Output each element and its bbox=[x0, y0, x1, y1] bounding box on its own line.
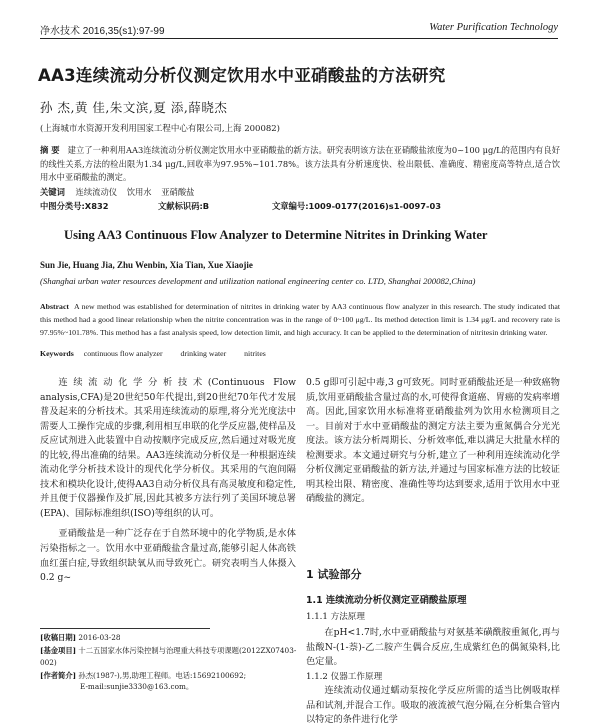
section-heading-1-1-2: 1.1.2 仪器工作原理 bbox=[306, 672, 383, 682]
header-rule bbox=[40, 38, 558, 39]
abstract-en-label: Abstract bbox=[40, 302, 70, 311]
body-paragraph: 亚硝酸盐是一种广泛存在于自然环境中的化学物质,是水体污染指标之一。饮用水中亚硝酸盐含量过高,能够引起人体高铁血红蛋白症,导致组织缺氧从而导致死亡。研究表明当人体摄入0.2 g~ bbox=[40, 528, 296, 584]
keywords-en-label: Keywords bbox=[40, 349, 74, 358]
article-number: 文章编号:1009-0177(2016)s1-0097-03 bbox=[272, 201, 442, 211]
keywords-cn bbox=[40, 186, 201, 198]
paper-title-en: Using AA3 Continuous Flow Analyzer to Determine Nitrites in Drinking Water bbox=[64, 228, 488, 242]
keyword-cn: 饮用水 bbox=[126, 187, 152, 197]
body-paragraph: 0.5 g即可引起中毒,3 g可致死。同时亚硝酸盐还是一种致癌物质,饮用亚硝酸盐含量过高的水,可使得食道癌、胃癌的发病率增高。因此,国家饮用水标准将亚硝酸盐列为饮用水检测项目之一。目前对于水中亚硝酸盐的测定方法主要为重氮偶合分光光度法。该方法分析周期长、分析效率低,难以满足大批量水样的检测要求。本文通过研究与分析,建立了一种利用连续流动化学分析仪测定亚硝酸盐的新方法,并通过与国家标准方法的比较证明其检出限、精密度、准确性等均达到要求,适用于饮用水中亚硝酸盐的测定。 bbox=[306, 377, 560, 505]
section-heading-1: 1 试验部分 bbox=[306, 568, 362, 581]
clc-number: 中图分类号:X832 bbox=[40, 201, 109, 211]
abstract-cn-text: 建立了一种利用AA3连续流动分析仪测定饮用水中亚硝酸盐的新方法。研究表明该方法在亚硝酸盐浓度为0~100 μg/L的范围内有良好的线性关系,方法的检出限为1.34 μg/L,回收率为97.95%~101.78%。该方法具有分析速度快、检出限低、准确度、精密度高等特点,适合饮用水中亚硝酸盐的测定。 bbox=[40, 145, 561, 183]
document-code: 文献标识码:B bbox=[158, 201, 210, 211]
section-heading-1-1: 1.1 连续流动分析仪测定亚硝酸盐原理 bbox=[306, 595, 467, 606]
journal-name-en: Water Purification Technology bbox=[429, 22, 558, 33]
body-right-column bbox=[306, 376, 560, 507]
keyword-en: drinking water bbox=[180, 349, 227, 358]
paper-title: AA3连续流动分析仪测定饮用水中亚硝酸盐的方法研究 bbox=[38, 66, 446, 85]
abstract-cn bbox=[40, 144, 560, 185]
body-left-column bbox=[40, 376, 296, 586]
body-paragraph: 在pH<1.7时,水中亚硝酸盐与对氨基苯磺酰胺重氮化,再与盐酸N-(1-萘)-乙二胺产生偶合反应,生成紫红色的偶氮染料,比色定量。 bbox=[306, 627, 560, 668]
affiliation-en: (Shanghai urban water resources development and utilization national engineering center co. LTD, Shanghai 200082,China) bbox=[40, 276, 476, 286]
footnote-rule bbox=[40, 628, 210, 629]
journal-citation: 净水技术 2016,35(s1):97-99 bbox=[40, 26, 165, 37]
footnote-text: 十二五国家水体污染控制与治理重大科技专项课题(2012ZX07403-002) bbox=[40, 646, 297, 667]
keywords-cn-label: 关键词 bbox=[40, 187, 65, 197]
keyword-cn: 连续流动仪 bbox=[75, 187, 118, 197]
footnote-text: 2016-03-28 bbox=[78, 633, 121, 642]
footnote-text: 孙杰(1987-),男,助理工程师。电话:15692100692; bbox=[78, 671, 247, 680]
keyword-en: continuous flow analyzer bbox=[83, 349, 163, 358]
running-header bbox=[40, 22, 558, 36]
keyword-en: nitrites bbox=[244, 349, 266, 358]
author-list-en: Sun Jie, Huang Jia, Zhu Wenbin, Xia Tian, Xue Xiaojie bbox=[40, 260, 253, 270]
footnote-label: [基金项目] bbox=[40, 646, 77, 655]
author-list: 孙 杰,黄 佳,朱文滨,夏 添,薛晓杰 bbox=[40, 100, 228, 115]
footnote-label: [收稿日期] bbox=[40, 633, 77, 642]
footnote-label: [作者简介] bbox=[40, 671, 77, 680]
section-heading-1-1-1: 1.1.1 方法原理 bbox=[306, 612, 365, 622]
affiliation: (上海城市水资源开发利用国家工程中心有限公司,上海 200082) bbox=[40, 124, 280, 134]
abstract-en-text: A new method was established for determination of nitrites in drinking water by AA3 continuous flow analyzer in this research. The study indicated that this method had a good linear relationship when the nitrite concentration was in the range of 0~100 μg/L. Its method detection limit is 1.34 μg/L and recovery rate is 97.95%~101.78%. This method has a fast analysis speed, low detection limit, and high accuracy. It can be applied to the determination of nitritesin drinking water. bbox=[40, 302, 560, 337]
keywords-en bbox=[40, 349, 282, 358]
keyword-cn: 亚硝酸盐 bbox=[161, 187, 195, 197]
footnote-fund bbox=[40, 645, 300, 669]
body-paragraph: 连续流动化学分析技术(Continuous Flow analysis,CFA)是20世纪50年代提出,到20世纪70年代才发展普及起来的分析技术。其采用连续流动的原理,将分光光度法中需要人工操作完成的步骤,利用相互串联的化学反应器,使样品及反应试剂进入此装置中自动按顺序完成反应,然后通过对吸光度的比较,得出准确的结果。AA3连续流动分析仪是一种根据连续流动化学分析技术设计的现代化学分析仪。其采用的气泡间隔技术和模块化设计,使得AA3自动分析仪具有高灵敏度和稳定性,并且便于仪器操作及扩展,因此其被多方法行列了美国环境总署(EPA)、国际标准组织(ISO)等组织的认可。 bbox=[40, 377, 296, 519]
body-paragraph: 连续流动仪通过蠕动泵按化学反应所需的适当比例吸取样品和试剂,并混合工作。吸取的液流被气泡分隔,在分析集合管内以特定的条件进行化学 bbox=[306, 685, 560, 726]
footnote-received bbox=[40, 632, 300, 644]
abstract-cn-label: 摘 要 bbox=[40, 145, 60, 155]
footnote-email: E-mail:sunjie3330@163.com。 bbox=[80, 682, 194, 691]
abstract-en bbox=[40, 300, 560, 339]
